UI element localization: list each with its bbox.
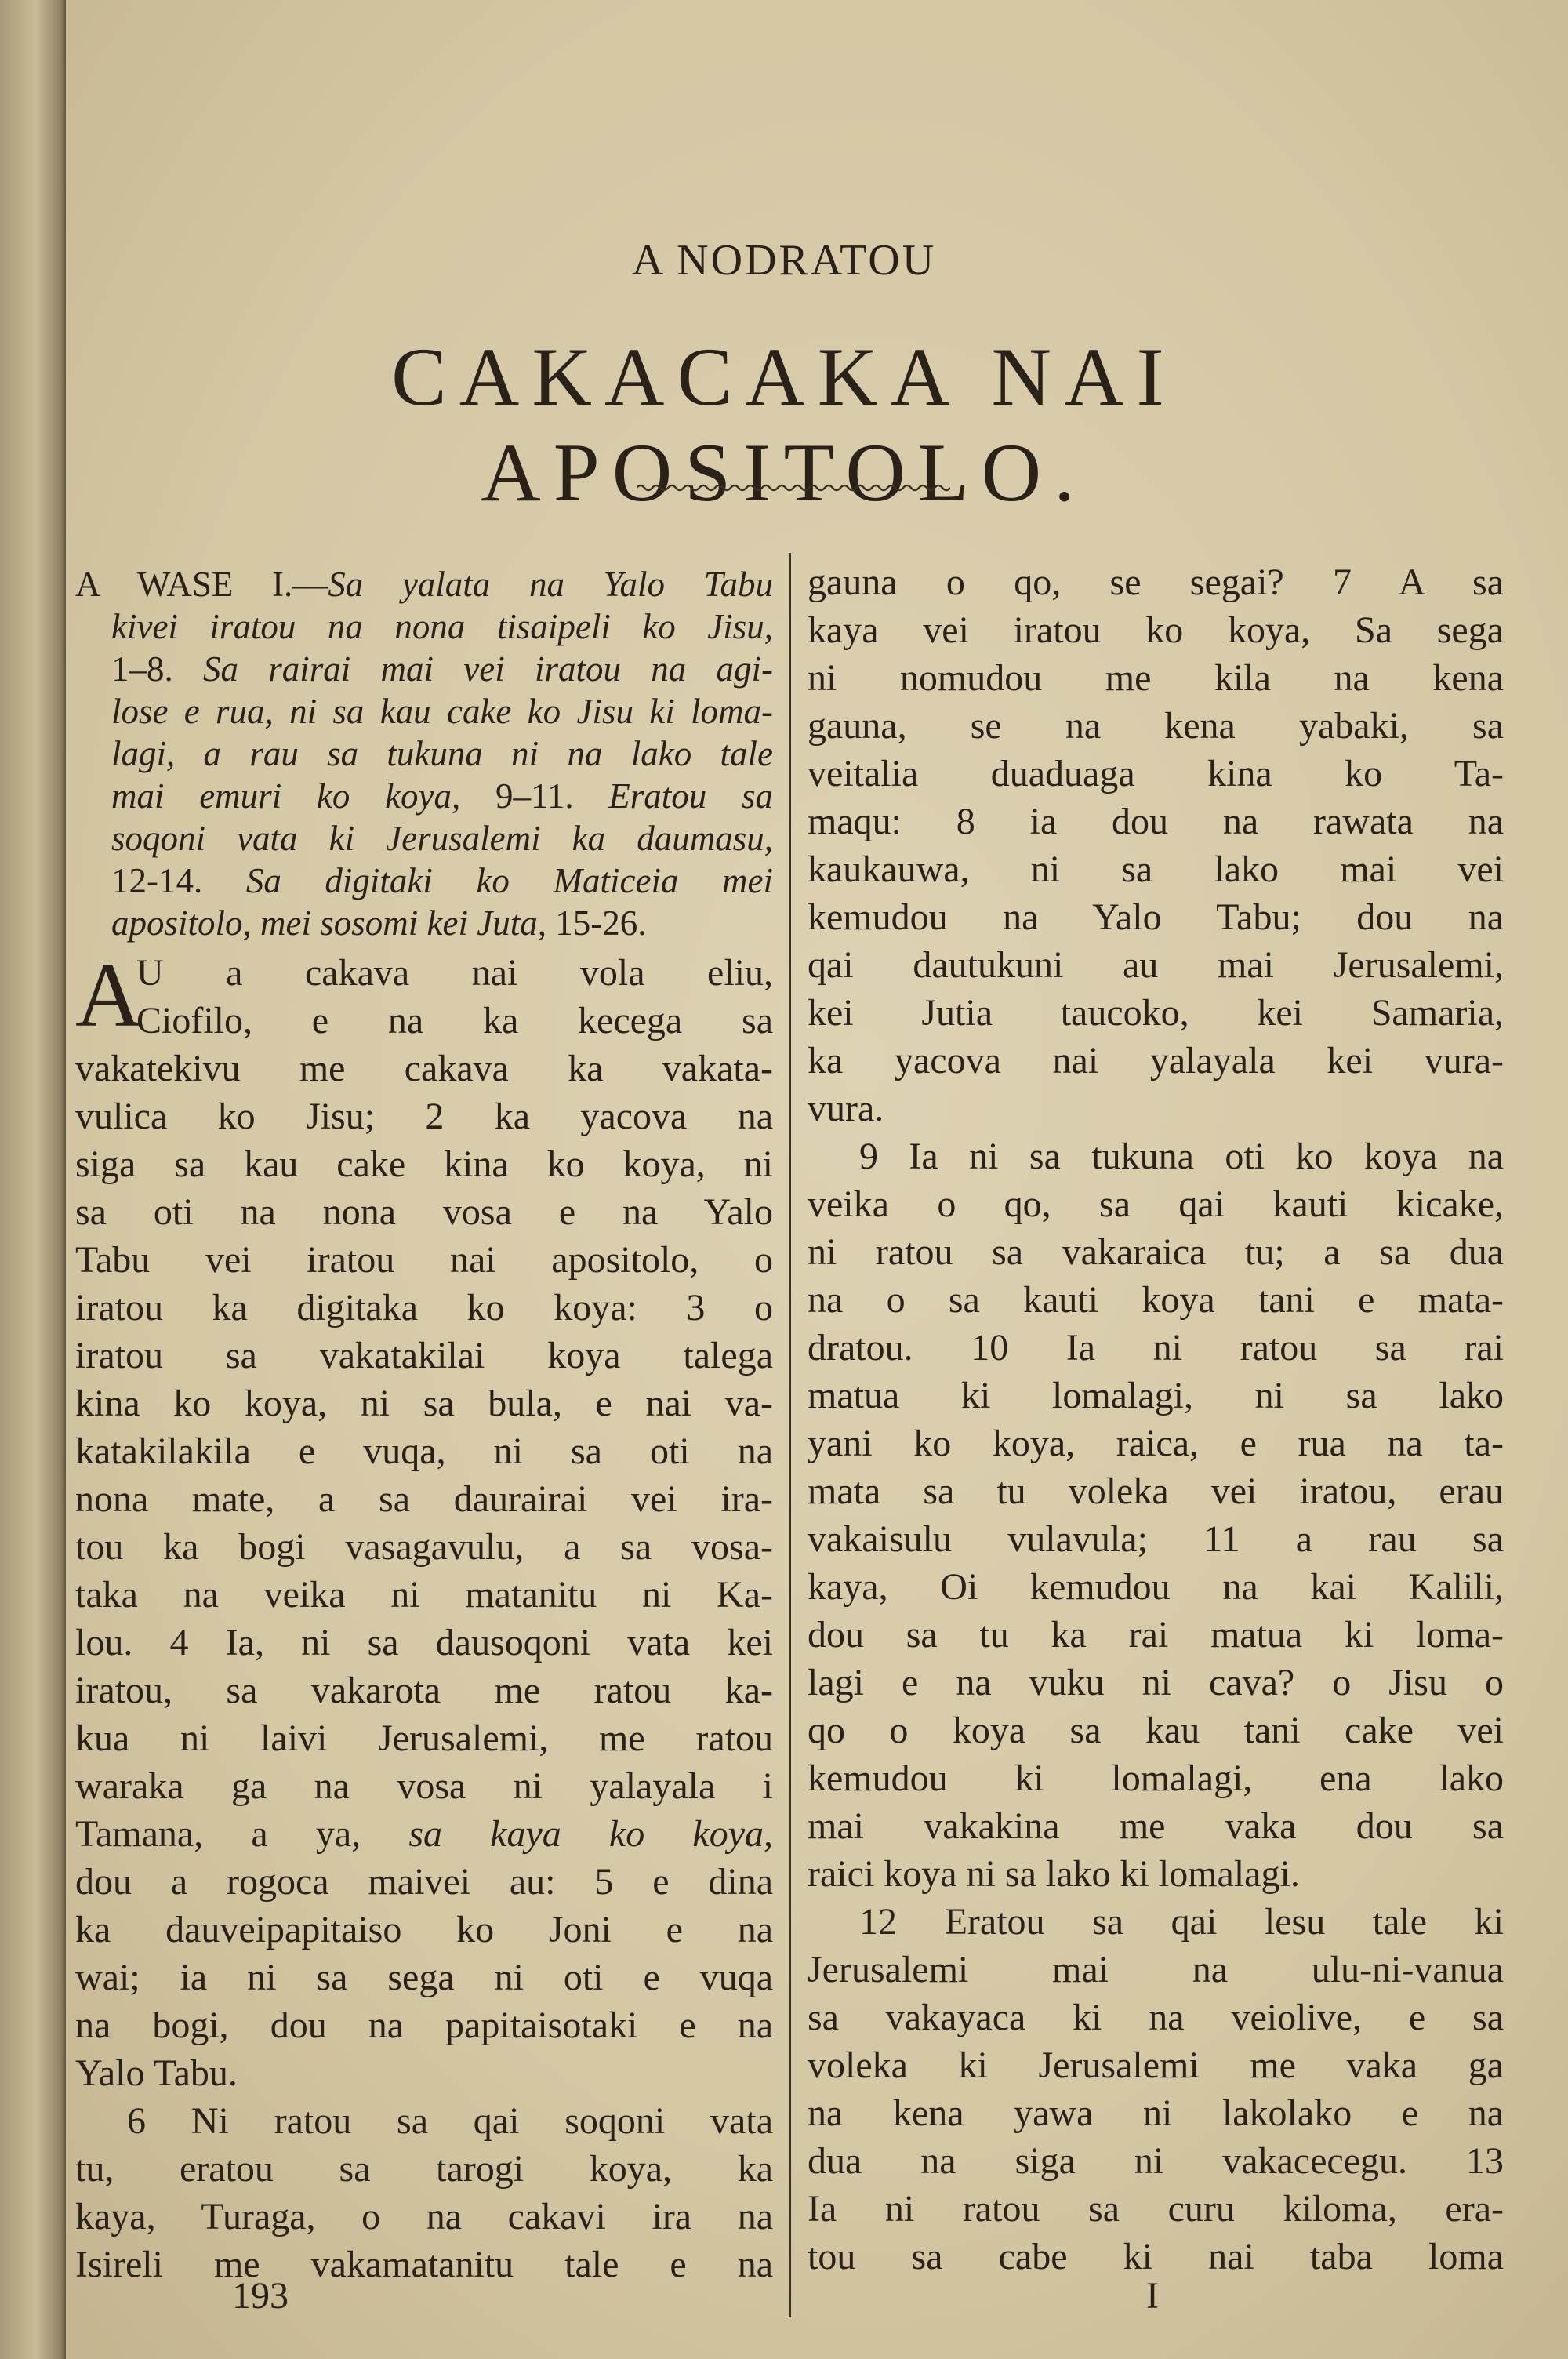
line-text: kaya, Turaga, o na cakavi ira na — [75, 2196, 773, 2237]
line-text: kei Jutia taucoko, kei Samaria, — [808, 992, 1504, 1034]
text-line — [75, 1332, 773, 1379]
text-line — [75, 1571, 773, 1619]
line-text: raici koya ni sa lako ki lomalagi. — [808, 1853, 1300, 1895]
line-text: 12 Eratou sa qai lesu tale ki — [859, 1901, 1504, 1943]
text-line — [808, 941, 1504, 989]
text-line — [808, 1037, 1504, 1085]
text-line — [808, 1994, 1504, 2041]
summary-text: 1–8. — [111, 649, 173, 689]
line-text: na o sa kauti koya tani e mata- — [808, 1279, 1504, 1321]
text-line — [75, 1140, 773, 1188]
text-line — [75, 1236, 773, 1284]
text-line — [808, 1754, 1504, 1802]
line-text: Isireli me vakamatanitu tale e na — [75, 2244, 773, 2285]
text-line — [808, 1467, 1504, 1515]
line-text: qai dautukuni au mai Jerusalemi, — [808, 944, 1504, 986]
left-column-text — [75, 943, 773, 2288]
summary-text: kivei iratou na nona tisaipeli ko Jisu, — [111, 607, 773, 646]
line-text: waraka ga na vosa ni yalayala i — [75, 1765, 773, 1807]
line-text: qo o koya sa kau tani cake vei — [808, 1710, 1504, 1751]
summary-text: Eratou sa — [573, 776, 774, 816]
line-text: iratou ka digitaka ko koya: 3 o — [75, 1287, 773, 1329]
line-text: lou. 4 Ia, ni sa dausoqoni vata kei — [75, 1622, 773, 1663]
text-line — [75, 1906, 773, 1954]
line-text: vakatekivu me cakava ka vakata- — [75, 1048, 773, 1089]
text-line — [808, 558, 1504, 606]
text-line — [808, 1515, 1504, 1563]
line-text: sa oti na nona vosa e na Yalo — [75, 1191, 773, 1233]
text-line — [75, 1379, 773, 1427]
text-line — [75, 2193, 773, 2241]
line-text: 6 Ni ratou sa qai soqoni vata — [127, 2100, 773, 2142]
text-line — [808, 2185, 1504, 2233]
text-line — [808, 845, 1504, 893]
text-line — [808, 798, 1504, 845]
line-text: dou sa tu ka rai matua ki loma- — [808, 1614, 1504, 1656]
summary-text: apositolo, mei sosomi kei Juta, — [111, 903, 556, 943]
line-text: veitalia duaduaga kina ko Ta- — [808, 753, 1504, 794]
text-line — [808, 750, 1504, 798]
wavy-ornament — [637, 480, 950, 496]
text-line — [808, 1085, 1504, 1132]
line-text: matua ki lomalagi, ni sa lako — [808, 1375, 1504, 1416]
text-line — [808, 2041, 1504, 2089]
text-line — [75, 1475, 773, 1523]
line-text: dua na siga ni vakacecegu. 13 — [808, 2140, 1504, 2182]
line-text: kaya, Oi kemudou na kai Kalili, — [808, 1566, 1504, 1608]
text-line — [75, 2241, 773, 2288]
line-text: nona mate, a sa daurairai vei ira- — [75, 1478, 773, 1520]
text-line — [75, 1523, 773, 1571]
line-text: iratou sa vakatakilai koya talega — [75, 1335, 773, 1376]
text-line — [808, 1659, 1504, 1707]
right-column-text — [808, 558, 1504, 2281]
text-line — [75, 2049, 773, 2097]
text-line — [808, 606, 1504, 654]
line-text: Yalo Tabu. — [75, 2052, 238, 2094]
text-line — [75, 2097, 773, 2145]
text-line — [808, 893, 1504, 941]
column-divider — [789, 553, 791, 2317]
line-text: lagi e na vuku ni cava? o Jisu o — [808, 1662, 1504, 1703]
text-line — [808, 2233, 1504, 2281]
summary-text: lose e rua, ni sa kau cake ko Jisu ki loma- — [111, 692, 773, 731]
text-line — [808, 1419, 1504, 1467]
text-line — [808, 1707, 1504, 1754]
summary-text: Sa rairai mai vei iratou na agi- — [172, 649, 773, 689]
text-line — [75, 1810, 773, 1858]
text-line — [808, 1228, 1504, 1276]
line-text: wai; ia ni sa sega ni oti e vuqa — [75, 1957, 773, 1998]
summary-line — [75, 690, 773, 732]
line-text: yani ko koya, raica, e rua na ta- — [808, 1423, 1504, 1464]
summary-text: 9–11. — [495, 776, 574, 816]
text-line — [808, 1850, 1504, 1898]
page-title: CAKACAKA NAI APOSITOLO. — [391, 331, 1177, 518]
line-text: tou sa cabe ki nai taba loma — [808, 2236, 1504, 2277]
summary-text: A WASE I.— — [75, 565, 328, 604]
text-line — [75, 1284, 773, 1332]
text-line — [75, 1858, 773, 1906]
line-text: gauna o qo, se segai? 7 A sa — [808, 562, 1504, 603]
line-text: vulica ko Jisu; 2 ka yacova na — [75, 1096, 773, 1137]
page-number: 193 — [232, 2275, 289, 2317]
text-line — [808, 989, 1504, 1037]
text-line — [75, 2145, 773, 2193]
text-line — [808, 1276, 1504, 1324]
summary-text: Sa digitaki ko Maticeia mei — [202, 861, 773, 900]
text-line — [75, 1762, 773, 1810]
summary-line — [75, 817, 773, 860]
line-text: Ciofilo, e na ka kecega sa — [136, 1000, 773, 1041]
line-text: ni nomudou me kila na kena — [808, 657, 1504, 699]
summary-line — [75, 563, 773, 605]
line-text: veika o qo, sa qai kauti kicake, — [808, 1183, 1504, 1225]
line-text: gauna, se na kena yabaki, sa — [808, 705, 1504, 747]
line-text: kemudou na Yalo Tabu; dou na — [808, 896, 1504, 938]
text-line — [75, 1092, 773, 1140]
line-text: sa vakayaca ki na veiolive, e sa — [808, 1997, 1504, 2038]
summary-text: 12-14. — [111, 861, 203, 900]
line-text: siga sa kau cake kina ko koya, ni — [75, 1143, 773, 1185]
chapter-summary — [75, 563, 773, 944]
signature-mark: I — [1146, 2275, 1159, 2317]
line-text: maqu: 8 ia dou na rawata na — [808, 801, 1504, 842]
text-line — [75, 1045, 773, 1092]
line-text: Tamana, a ya, — [75, 1813, 409, 1855]
text-line — [808, 2089, 1504, 2137]
line-text: kemudou ki lomalagi, ena lako — [808, 1757, 1504, 1799]
text-line — [75, 1619, 773, 1667]
text-line — [75, 2001, 773, 2049]
text-line — [75, 1667, 773, 1714]
text-line — [75, 1954, 773, 2001]
summary-line — [75, 902, 773, 944]
line-text: vakaisulu vulavula; 11 a rau sa — [808, 1518, 1504, 1560]
summary-text: mai emuri ko koya, — [111, 776, 495, 816]
line-text: kaukauwa, ni sa lako mai vei — [808, 849, 1504, 890]
line-text: Jerusalemi mai na ulu-ni-vanua — [808, 1949, 1504, 1990]
line-text: Tabu vei iratou nai apositolo, o — [75, 1239, 773, 1281]
text-line — [808, 1180, 1504, 1228]
line-text: ka dauveipapitaiso ko Joni e na — [75, 1909, 773, 1950]
line-text: ka yacova nai yalayala kei vura- — [808, 1040, 1504, 1081]
line-text: ni ratou sa vakaraica tu; a sa dua — [808, 1231, 1504, 1273]
text-line — [808, 1611, 1504, 1659]
text-line — [808, 2137, 1504, 2185]
summary-text: lagi, a rau sa tukuna ni na lako tale — [111, 734, 773, 773]
line-text: taka na veika ni matanitu ni Ka- — [75, 1574, 773, 1616]
text-line — [75, 949, 773, 997]
line-text: 9 Ia ni sa tukuna oti ko koya na — [859, 1136, 1504, 1177]
text-line — [75, 1188, 773, 1236]
page-subtitle: A NODRATOU — [631, 236, 937, 285]
line-text: U a cakava nai vola eliu, — [136, 952, 773, 994]
summary-line — [75, 605, 773, 648]
text-line — [808, 1946, 1504, 1994]
line-text: voleka ki Jerusalemi me vaka ga — [808, 2045, 1504, 2086]
summary-text: soqoni vata ki Jerusalemi ka daumasu, — [111, 819, 773, 858]
text-line — [808, 1898, 1504, 1946]
line-text: tu, eratou sa tarogi koya, ka — [75, 2148, 773, 2190]
line-text: vura. — [808, 1088, 884, 1129]
summary-line — [75, 775, 773, 817]
line-text: Ia ni ratou sa curu kiloma, era- — [808, 2188, 1504, 2230]
text-line — [75, 1427, 773, 1475]
text-line — [75, 997, 773, 1045]
text-line — [808, 1563, 1504, 1611]
summary-text: 15-26. — [555, 903, 647, 943]
line-text: na bogi, dou na papitaisotaki e na — [75, 2005, 773, 2046]
line-text: katakilakila e vuqa, ni sa oti na — [75, 1430, 773, 1472]
summary-text: Sa yalata na Yalo Tabu — [328, 565, 773, 604]
previous-page-edge — [0, 0, 66, 2359]
line-text: mata sa tu voleka vei iratou, erau — [808, 1470, 1504, 1512]
drop-cap: A — [75, 943, 143, 1046]
line-text: iratou, sa vakarota me ratou ka- — [75, 1670, 773, 1711]
text-line — [75, 1714, 773, 1762]
line-text: tou ka bogi vasagavulu, a sa vosa- — [75, 1526, 773, 1568]
line-text: na kena yawa ni lakolako e na — [808, 2092, 1504, 2134]
text-line — [808, 1324, 1504, 1372]
line-text: mai vakakina me vaka dou sa — [808, 1805, 1504, 1847]
summary-line — [75, 860, 773, 902]
text-line — [808, 1372, 1504, 1419]
summary-line — [75, 648, 773, 690]
text-line — [808, 654, 1504, 702]
text-line — [808, 702, 1504, 750]
summary-line — [75, 732, 773, 775]
line-text: dou a rogoca maivei au: 5 e dina — [75, 1861, 773, 1903]
line-text: kaya vei iratou ko koya, Sa sega — [808, 609, 1504, 651]
text-line — [808, 1132, 1504, 1180]
line-text: kina ko koya, ni sa bula, e nai va- — [75, 1383, 773, 1424]
line-text: kua ni laivi Jerusalemi, me ratou — [75, 1717, 773, 1759]
line-text: dratou. 10 Ia ni ratou sa rai — [808, 1327, 1504, 1369]
text-line — [808, 1802, 1504, 1850]
line-text-italic: sa kaya ko koya, — [408, 1813, 773, 1855]
